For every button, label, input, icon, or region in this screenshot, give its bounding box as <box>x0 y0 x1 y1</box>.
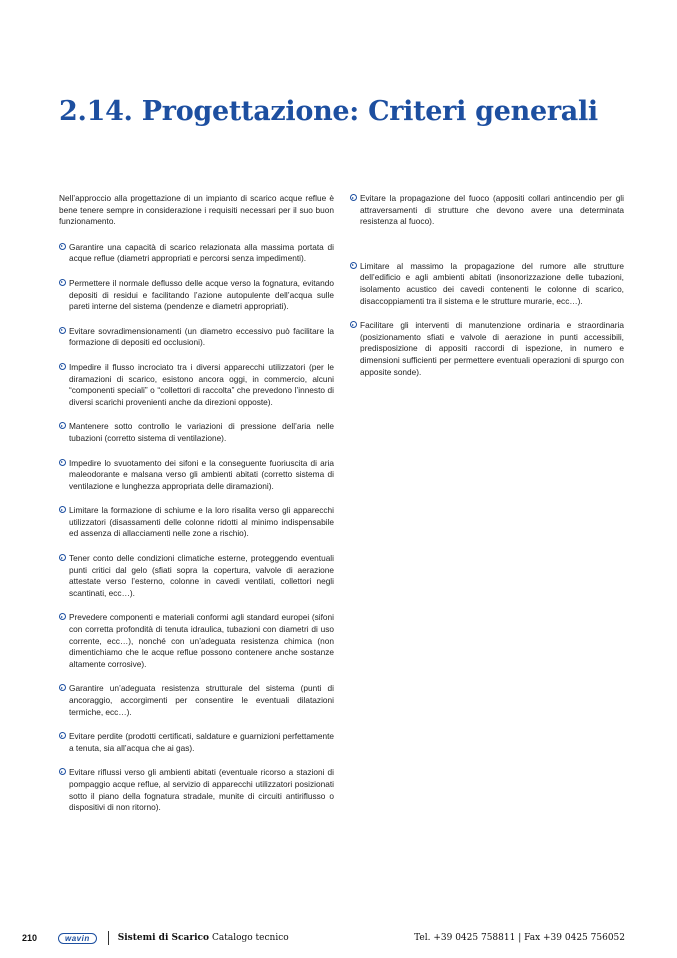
arrow-bullet-icon <box>59 613 66 620</box>
list-item: Evitare perdite (prodotti certificati, saldature e guarnizioni perfettamente a tenuta, sia all’acqua che ai gas). <box>59 731 334 754</box>
arrow-bullet-icon <box>59 554 66 561</box>
list-item: Limitare al massimo la propagazione del rumore alle strutture dell’edificio e agli ambienti abitati (insonorizzazione delle tubazioni, isolamento acustico dei cavedi contenenti le colonne di scarico, disaccoppiamenti tra il sistema e le strutture murarie, ecc…). <box>350 261 624 307</box>
contact-info: Tel. +39 0425 758811 | Fax +39 0425 756052 <box>414 933 625 943</box>
list-item: Tener conto delle condizioni climatiche esterne, proteggendo eventuali punti critici dal gelo (sfiati sopra la copertura, valvole di aerazione attestate verso l’esterno, colonne in cavedi ventilati, collettori negli scantinati, ecc…). <box>59 553 334 599</box>
arrow-bullet-icon <box>59 327 66 334</box>
list-item: Prevedere componenti e materiali conformi agli standard europei (sifoni con corretta profondità di tenuta idraulica, tubazioni con diametri di uso corrente, ecc…), nonché con un’adeguata resistenza chimica (non dimentichiamo che le acque reflue possono contenere anche sostanze altamente corrosive). <box>59 612 334 670</box>
intro-paragraph: Nell’approccio alla progettazione di un impianto di scarico acque reflue è bene tenere sempre in considerazione i requisiti necessari per il suo buon funzionamento. <box>59 193 334 227</box>
list-item: Permettere il normale deflusso delle acque verso la fognatura, evitando depositi di residui e facilitando l’azione autopulente dell’acqua sulle pareti interne del sistema (pendenze e diametri appropriati). <box>59 278 334 313</box>
right-column <box>350 193 624 391</box>
footer-divider <box>108 931 109 945</box>
list-item: Mantenere sotto controllo le variazioni di pressione dell’aria nelle tubazioni (corretto sistema di ventilazione). <box>59 421 334 444</box>
list-item: Facilitare gli interventi di manutenzione ordinaria e straordinaria (posizionamento sfiati e valvole di aerazione in punti accessibili, predisposizione di appositi raccordi di ispezione, in numero e dimensioni sufficienti per permettere eventuali operazioni di spurgo con apposite sonde). <box>350 320 624 378</box>
list-item: Evitare la propagazione del fuoco (appositi collari antincendio per gli attraversamenti di strutture che devono avere una determinata resistenza al fuoco). <box>350 193 624 228</box>
arrow-bullet-icon <box>59 732 66 739</box>
arrow-bullet-icon <box>59 768 66 775</box>
page-number: 210 <box>22 933 38 943</box>
arrow-bullet-icon <box>59 506 66 513</box>
list-item: Evitare riflussi verso gli ambienti abitati (eventuale ricorso a stazioni di pompaggio acque reflue, al servizio di apparecchi utilizzatori posizionati sotto il piano della fognatura stradale, munite di circuiti antiriflusso o dispositivi di non ritorno). <box>59 767 334 813</box>
arrow-bullet-icon <box>59 243 66 250</box>
catalog-title: Sistemi di Scarico <box>117 933 209 943</box>
list-item: Garantire un’adeguata resistenza strutturale del sistema (punti di ancoraggio, accorgimenti per consentire le eventuali dilatazioni termiche, ecc…). <box>59 683 334 718</box>
list-item: Garantire una capacità di scarico relazionata alla massima portata di acque reflue (diametri appropriati e percorsi senza impedimenti). <box>59 242 334 265</box>
page-footer <box>22 931 625 945</box>
list-item: Evitare sovradimensionamenti (un diametro eccessivo può facilitare la formazione di depositi ed occlusioni). <box>59 326 334 349</box>
page-title: 2.14. Progettazione: Criteri generali <box>59 96 598 127</box>
arrow-bullet-icon <box>350 262 357 269</box>
left-column <box>59 193 334 827</box>
list-item: Impedire lo svuotamento dei sifoni e la conseguente fuoriuscita di aria maleodorante e malsana verso gli ambienti abitati (corretto sistema di ventilazione e lunghezza appropriata delle diramazioni). <box>59 458 334 493</box>
arrow-bullet-icon <box>59 684 66 691</box>
arrow-bullet-icon <box>59 459 66 466</box>
list-item: Limitare la formazione di schiume e la loro risalita verso gli apparecchi utilizzatori (disassamenti delle colonne ridotti al minimo indispensabile ed assenza di allacciamenti nelle zone a rischio). <box>59 505 334 540</box>
list-item: Impedire il flusso incrociato tra i diversi apparecchi utilizzatori (per le diramazioni di scarico, esistono ancora oggi, in commercio, alcuni “componenti speciali” o “collettori di raccolta” che prevedono l’innesto di diversi scarichi provenienti anche da direzioni opposte). <box>59 362 334 408</box>
arrow-bullet-icon <box>59 279 66 286</box>
wavin-logo: wavin <box>58 933 97 944</box>
arrow-bullet-icon <box>59 422 66 429</box>
catalog-subtitle: Catalogo tecnico <box>211 933 289 943</box>
arrow-bullet-icon <box>350 194 357 201</box>
arrow-bullet-icon <box>350 321 357 328</box>
arrow-bullet-icon <box>59 363 66 370</box>
